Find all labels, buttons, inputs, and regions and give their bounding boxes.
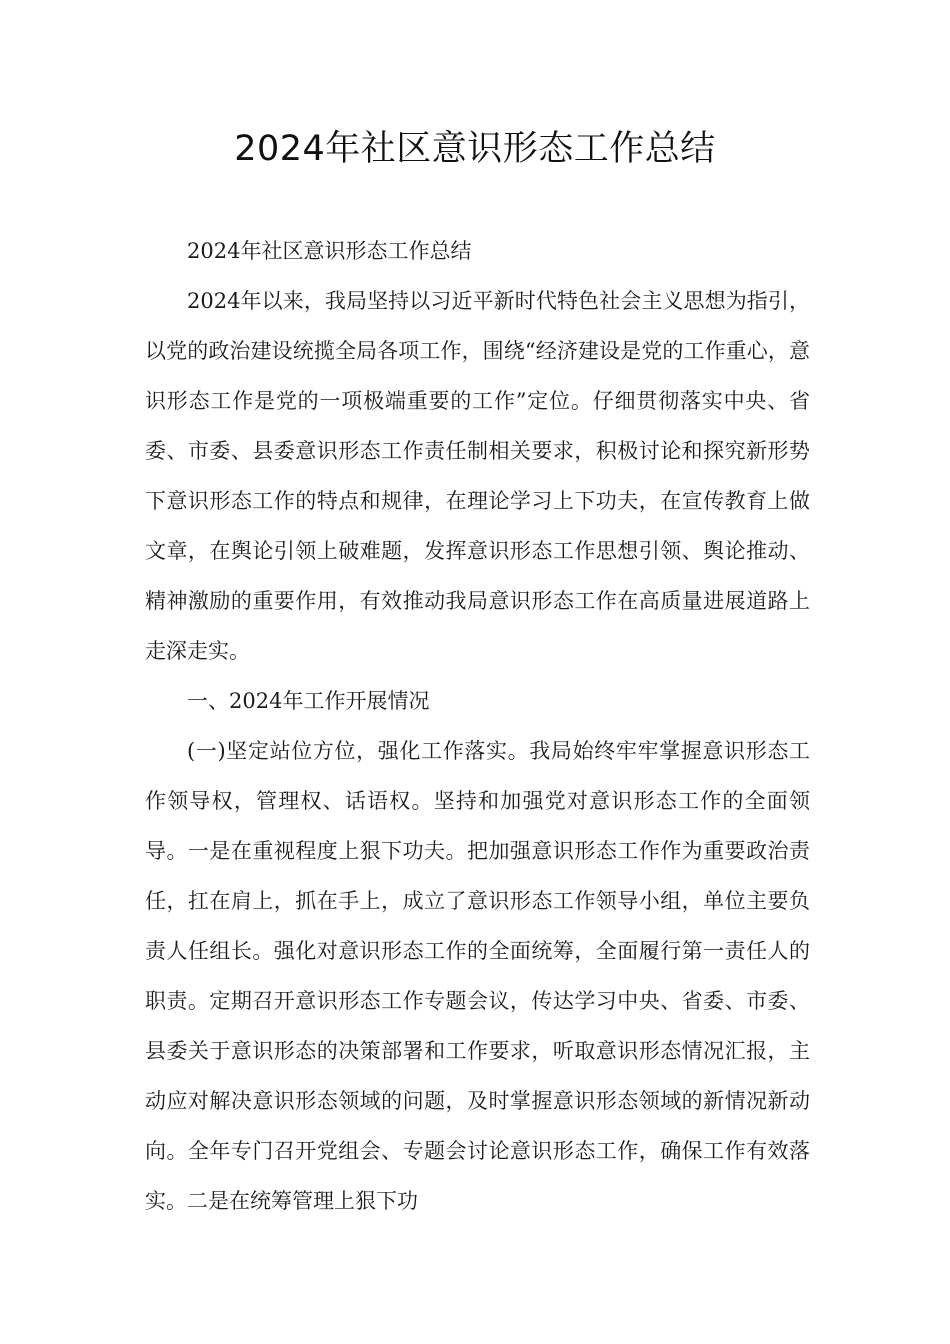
paragraph-intro: 2024年以来，我局坚持以习近平新时代特色社会主义思想为指引，以党的政治建设统揽全局各项工作，围绕“经济建设是党的工作重心，意识形态工作是党的一项极端重要的工作”定位。仔细贯彻落实中央、省委、市委、县委意识形态工作责任制相关要求，积极讨论和探究新形势下意识形态工作的特点和规律，在理论学习上下功夫，在宣传教育上做文章，在舆论引领上破难题，发挥意识形态工作思想引领、舆论推动、精神激励的重要作用，有效推动我局意识形态工作在高质量进展道路上走深走实。: [145, 289, 810, 663]
paragraph-section-1: (一)坚定站位方位，强化工作落实。我局始终牢牢掌握意识形态工作领导权，管理权、话语权。坚持和加强党对意识形态工作的全面领导。一是在重视程度上狠下功夫。把加强意识形态工作作为重要政治责任，扛在肩上，抓在手上，成立了意识形态工作领导小组，单位主要负责人任组长。强化对意识形态工作的全面统筹，全面履行第一责任人的职责。定期召开意识形态工作专题会议，传达学习中央、省委、市委、县委关于意识形态的决策部署和工作要求，听取意识形态情况汇报，主动应对解决意识形态领域的问题，及时掌握意识形态领域的新情况新动向。全年专门召开党组会、专题会讨论意识形态工作，确保工作有效落实。二是在统筹管理上狠下功: [145, 739, 810, 1213]
document-title: 2024年社区意识形态工作总结: [234, 129, 716, 169]
section-heading: 一、2024年工作开展情况: [187, 689, 430, 713]
document-body: [145, 226, 810, 1226]
paragraph-subtitle: 2024年社区意识形态工作总结: [187, 239, 472, 263]
